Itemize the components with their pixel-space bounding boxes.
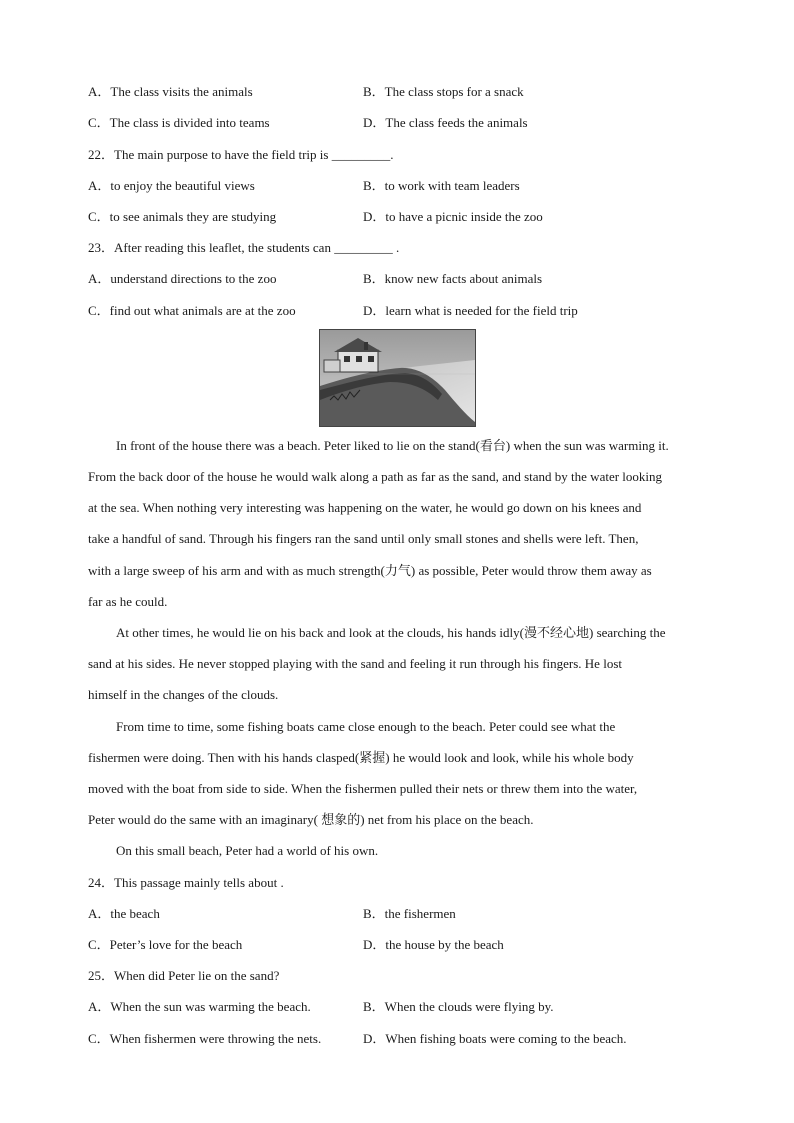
q23-option-d: D．learn what is needed for the field trip [363, 303, 578, 318]
q25-option-a: A．When the sun was warming the beach. [88, 999, 311, 1014]
q25-option-b: B．When the clouds were flying by. [363, 999, 554, 1014]
q23-stem: 23．After reading this leaflet, the students can _________ . [88, 240, 400, 255]
q22-option-b: B．to work with team leaders [363, 178, 520, 193]
passage-line: From time to time, some fishing boats came close enough to the beach. Peter could see what the [116, 719, 616, 734]
passage-line: fishermen were doing. Then with his hands clasped(紧握) he would look and look, while his whole body [88, 750, 634, 765]
passage-line: sand at his sides. He never stopped playing with the sand and feeling it run through his fingers. He lost [88, 656, 622, 671]
q21-option-c: C．The class is divided into teams [88, 115, 270, 130]
q23-option-b: B．know new facts about animals [363, 271, 543, 286]
q25-stem: 25．When did Peter lie on the sand? [88, 968, 280, 983]
passage-line: far as he could. [88, 594, 168, 609]
passage-line: himself in the changes of the clouds. [88, 687, 279, 702]
q21-option-d: D．The class feeds the animals [363, 115, 528, 130]
passage-line: with a large sweep of his arm and with as much strength(力气) as possible, Peter would throw them away as [88, 563, 652, 578]
passage-line: At other times, he would lie on his back and look at the clouds, his hands idly(漫不经心地) searching the [116, 625, 666, 640]
q23-option-a: A．understand directions to the zoo [88, 271, 277, 286]
passage-line: Peter would do the same with an imaginary( 想象的) net from his place on the beach. [88, 812, 534, 827]
q24-option-d: D．the house by the beach [363, 937, 504, 952]
passage-line: take a handful of sand. Through his fingers ran the sand until only small stones and shells were left. Then, [88, 531, 639, 546]
q24-option-b: B．the fishermen [363, 906, 456, 921]
q24-option-c: C．Peter’s love for the beach [88, 937, 243, 952]
passage-line: In front of the house there was a beach. Peter liked to lie on the stand(看台) when the sun was warming it. [116, 438, 669, 453]
passage-line: On this small beach, Peter had a world of his own. [116, 843, 379, 858]
passage-line: From the back door of the house he would walk along a path as far as the sand, and stand by the water looking [88, 469, 663, 484]
q22-option-a: A．to enjoy the beautiful views [88, 178, 255, 193]
q25-option-c: C．When fishermen were throwing the nets. [88, 1031, 322, 1046]
passage-line: moved with the boat from side to side. When the fishermen pulled their nets or threw them into the water, [88, 781, 638, 796]
passage-line: at the sea. When nothing very interesting was happening on the water, he would go down on his knees and [88, 500, 642, 515]
q21-option-a: A．The class visits the animals [88, 84, 253, 99]
beach-house-illustration [319, 329, 476, 427]
q24-option-a: A．the beach [88, 906, 160, 921]
q24-stem: 24．This passage mainly tells about . [88, 875, 284, 890]
q21-option-b: B．The class stops for a snack [363, 84, 524, 99]
q22-option-d: D．to have a picnic inside the zoo [363, 209, 543, 224]
q23-option-c: C．find out what animals are at the zoo [88, 303, 296, 318]
q22-option-c: C．to see animals they are studying [88, 209, 277, 224]
q22-stem: 22．The main purpose to have the field trip is _________. [88, 147, 394, 162]
q25-option-d: D．When fishing boats were coming to the beach. [363, 1031, 627, 1046]
